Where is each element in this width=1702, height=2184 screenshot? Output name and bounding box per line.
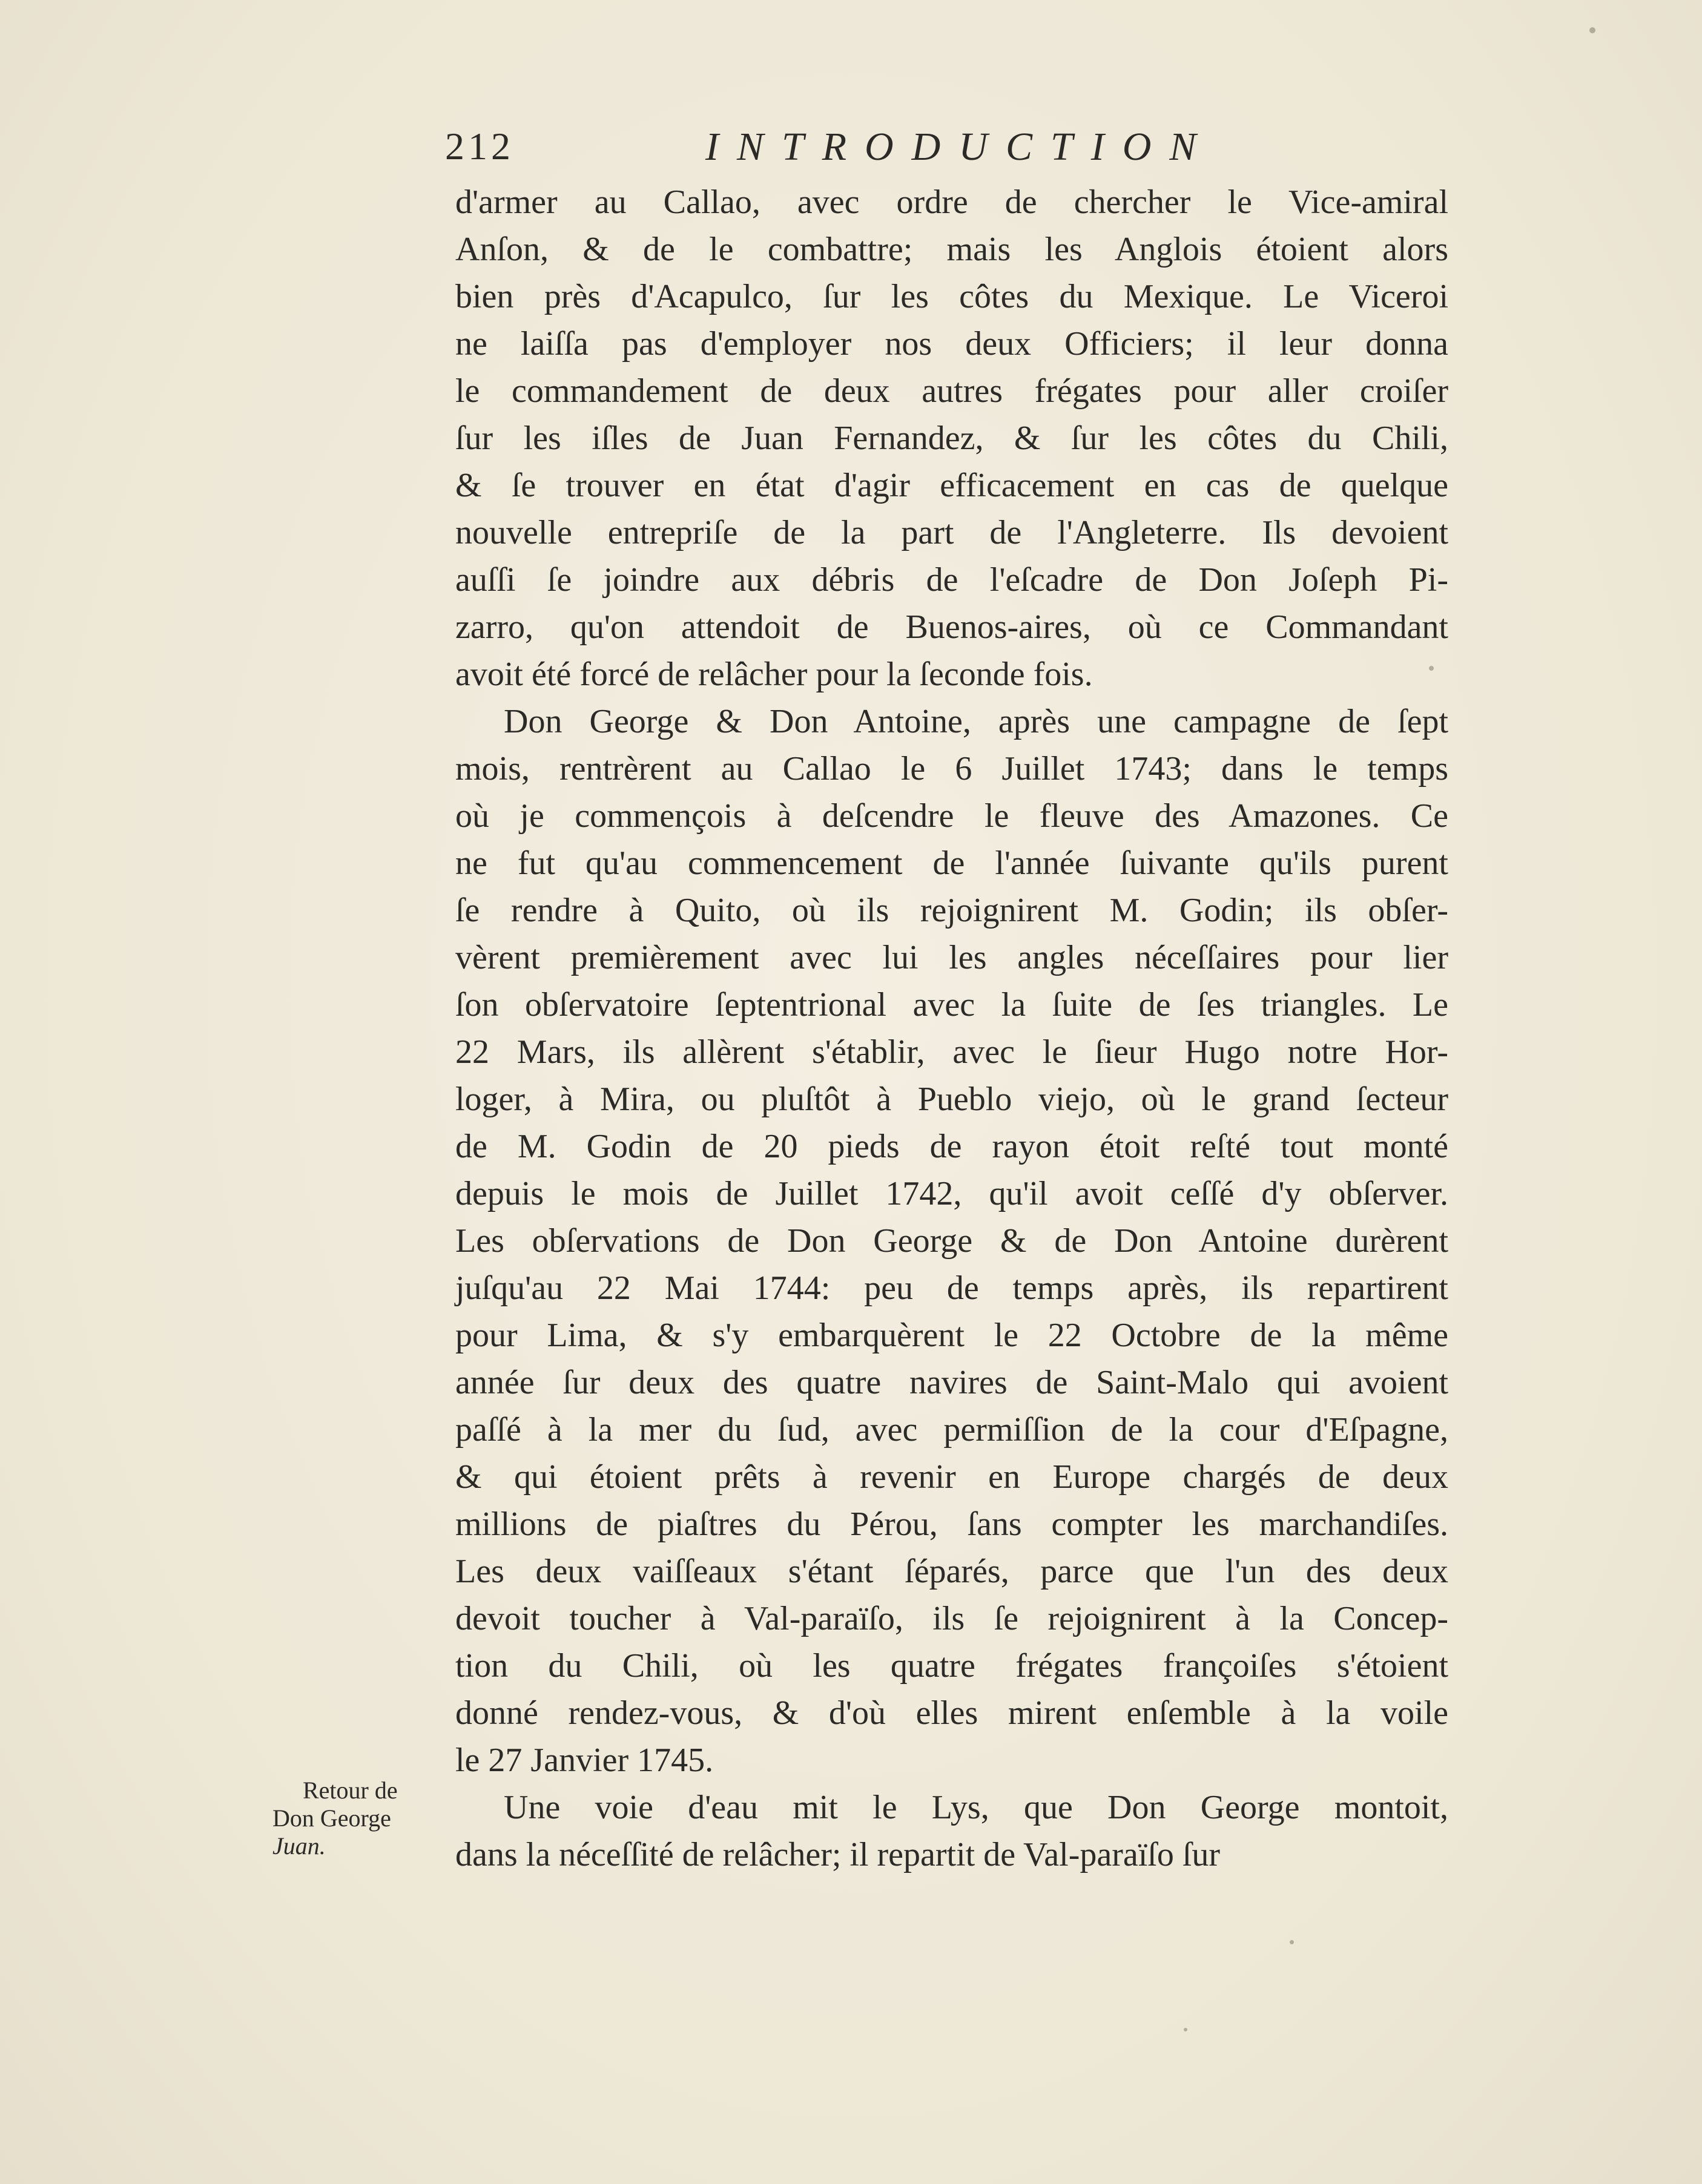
text-line: tion du Chili, où les quatre frégates françoiſes s'étoient bbox=[455, 1647, 1448, 1685]
text-line: & qui étoient prêts à revenir en Europe chargés de deux bbox=[455, 1458, 1448, 1496]
paper-speck bbox=[1184, 2028, 1187, 2031]
text-line: bien près d'Acapulco, ſur les côtes du Mexique. Le Viceroi bbox=[455, 278, 1448, 315]
page-number: 212 bbox=[445, 125, 514, 168]
text-line: ſe rendre à Quito, où ils rejoignirent M. Godin; ils obſer- bbox=[455, 892, 1448, 929]
text-line: donné rendez-vous, & d'où elles mirent enſemble à la voile bbox=[455, 1694, 1448, 1732]
text-line: devoit toucher à Val-paraïſo, ils ſe rejoignirent à la Concep- bbox=[455, 1600, 1448, 1637]
text-line: ſon obſervatoire ſeptentrional avec la ſuite de ſes triangles. Le bbox=[455, 986, 1448, 1024]
text-line: mois, rentrèrent au Callao le 6 Juillet 1743; dans le temps bbox=[455, 750, 1448, 788]
text-line: avoit été forcé de relâcher pour la ſeconde fois. bbox=[455, 656, 1093, 693]
text-line: de M. Godin de 20 pieds de rayon étoit reſté tout monté bbox=[455, 1128, 1448, 1165]
text-line: paſſé à la mer du ſud, avec permiſſion de la cour d'Eſpagne, bbox=[455, 1411, 1448, 1449]
text-line: zarro, qu'on attendoit de Buenos-aires, où ce Commandant bbox=[455, 608, 1448, 646]
margin-note-line: Juan. bbox=[272, 1832, 326, 1860]
text-line: millions de piaſtres du Pérou, ſans compter les marchandiſes. bbox=[455, 1505, 1448, 1543]
paper-speck bbox=[1589, 27, 1595, 33]
text-line: d'armer au Callao, avec ordre de chercher le Vice-amiral bbox=[455, 183, 1448, 221]
margin-note-line: Don George bbox=[272, 1804, 391, 1832]
text-line: 22 Mars, ils allèrent s'établir, avec le ſieur Hugo notre Hor- bbox=[455, 1033, 1448, 1071]
text-line: pour Lima, & s'y embarquèrent le 22 Octobre de la même bbox=[455, 1317, 1448, 1354]
text-line: Une voie d'eau mit le Lys, que Don George montoit, bbox=[504, 1789, 1448, 1826]
text-line: le commandement de deux autres frégates pour aller croiſer bbox=[455, 372, 1448, 410]
body-text bbox=[455, 179, 1448, 1878]
text-line: ne fut qu'au commencement de l'année ſuivante qu'ils purent bbox=[455, 844, 1448, 882]
margin-note bbox=[272, 1777, 436, 1860]
text-line: auſſi ſe joindre aux débris de l'eſcadre de Don Joſeph Pi- bbox=[455, 561, 1448, 599]
text-line: & ſe trouver en état d'agir efficacement en cas de quelque bbox=[455, 467, 1448, 504]
text-line: nouvelle entrepriſe de la part de l'Angleterre. Ils devoient bbox=[455, 514, 1448, 551]
text-line: le 27 Janvier 1745. bbox=[455, 1742, 714, 1779]
text-line: loger, à Mira, ou pluſtôt à Pueblo viejo, où le grand ſecteur bbox=[455, 1080, 1448, 1118]
margin-note-line: Retour de bbox=[303, 1777, 398, 1804]
text-line: vèrent premièrement avec lui les angles néceſſaires pour lier bbox=[455, 939, 1448, 976]
text-line: où je commençois à deſcendre le fleuve des Amazones. Ce bbox=[455, 797, 1448, 835]
text-line: Anſon, & de le combattre; mais les Anglois étoient alors bbox=[455, 231, 1448, 268]
text-line: année ſur deux des quatre navires de Saint-Malo qui avoient bbox=[455, 1364, 1448, 1401]
running-title: INTRODUCTION bbox=[705, 125, 1215, 169]
text-line: ne laiſſa pas d'employer nos deux Officiers; il leur donna bbox=[455, 325, 1448, 363]
text-line: depuis le mois de Juillet 1742, qu'il avoit ceſſé d'y obſerver. bbox=[455, 1175, 1448, 1212]
paper-speck bbox=[1429, 666, 1434, 671]
text-line: ſur les iſles de Juan Fernandez, & ſur les côtes du Chili, bbox=[455, 419, 1448, 457]
text-line: juſqu'au 22 Mai 1744: peu de temps après, ils repartirent bbox=[455, 1269, 1448, 1307]
text-line: Les obſervations de Don George & de Don Antoine durèrent bbox=[455, 1222, 1448, 1260]
text-line: Don George & Don Antoine, après une campagne de ſept bbox=[504, 703, 1448, 740]
paper-speck bbox=[1290, 1940, 1294, 1944]
page-header bbox=[445, 124, 1215, 179]
text-line: Les deux vaiſſeaux s'étant ſéparés, parce que l'un des deux bbox=[455, 1553, 1448, 1590]
text-line: dans la néceſſité de relâcher; il repartit de Val-paraïſo ſur bbox=[455, 1836, 1221, 1873]
